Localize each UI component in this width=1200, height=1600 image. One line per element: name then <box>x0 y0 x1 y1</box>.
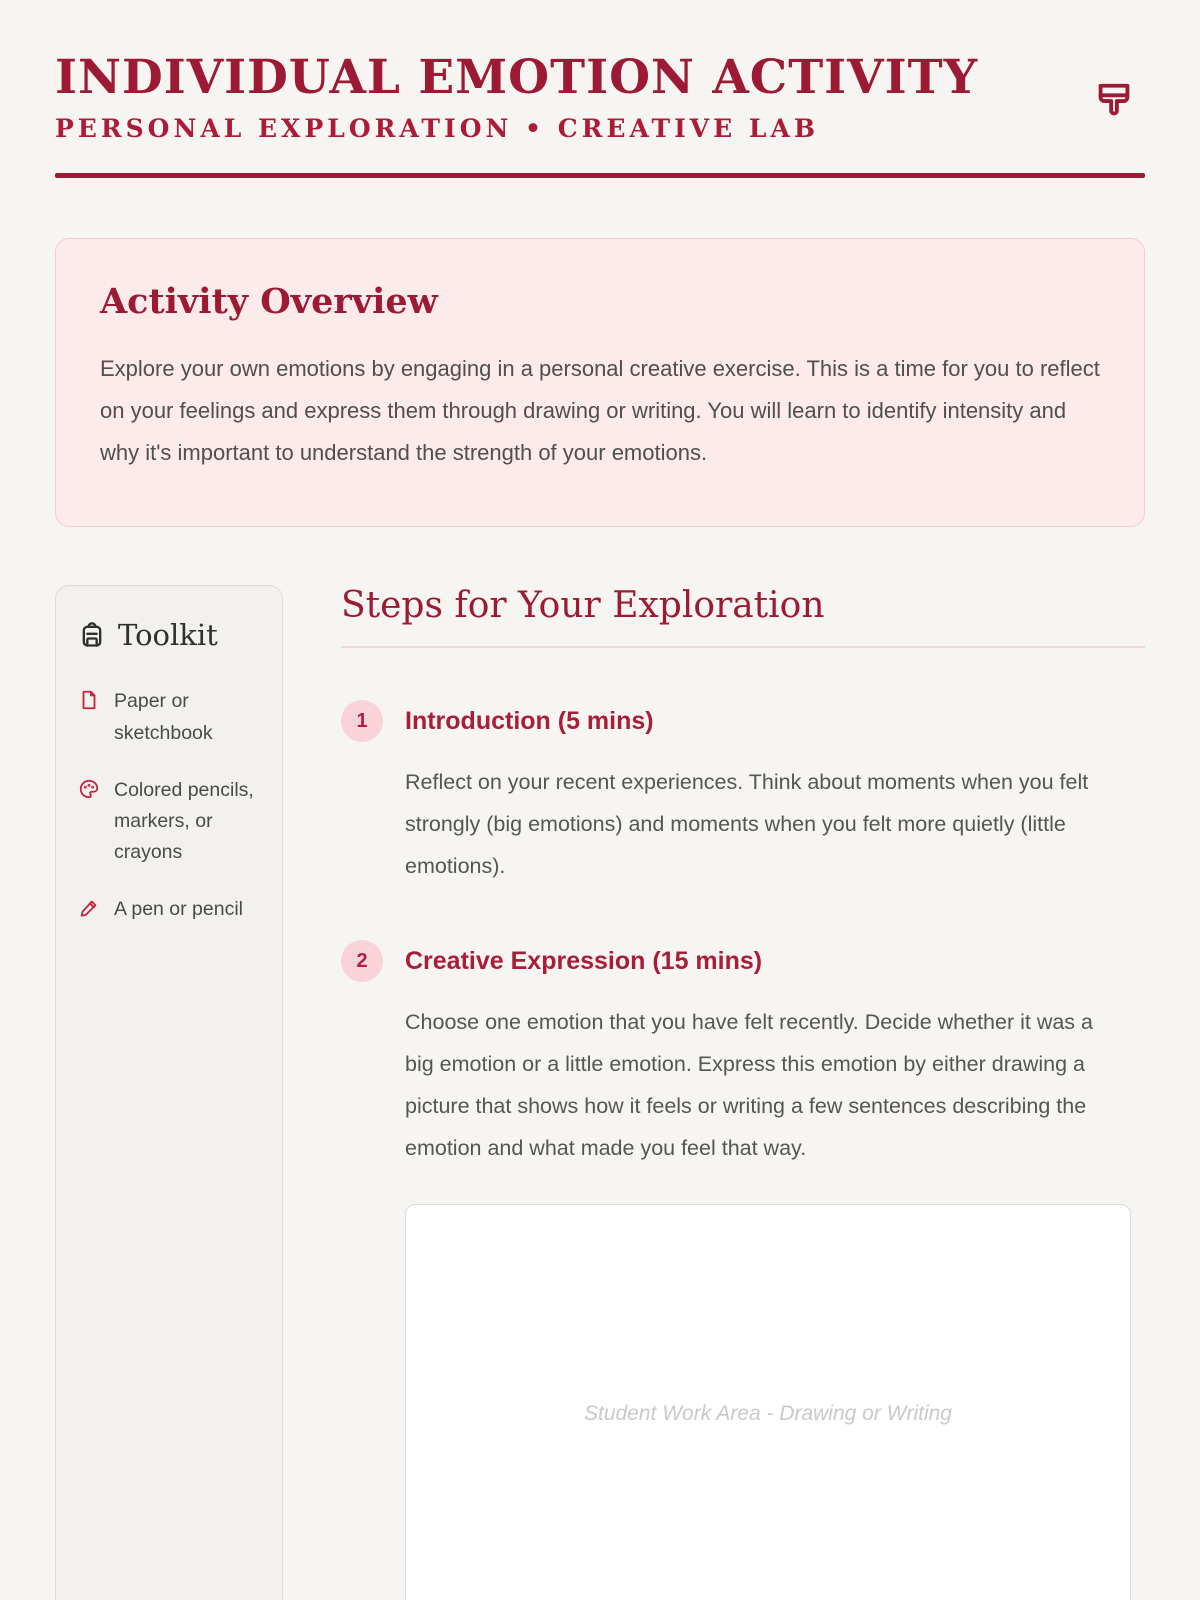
toolkit-panel <box>55 585 283 1600</box>
toolkit-item-pen <box>78 894 260 925</box>
step-header <box>341 940 1145 982</box>
toolkit-title: Toolkit <box>118 618 218 653</box>
paintbrush-icon <box>1091 80 1137 126</box>
header-divider <box>55 173 1145 178</box>
toolkit-item-colors <box>78 775 260 869</box>
step-number-badge: 1 <box>341 700 383 742</box>
palette-icon <box>78 778 100 800</box>
step-title: Creative Expression (15 mins) <box>405 946 763 975</box>
toolkit-item-label: Colored pencils, markers, or crayons <box>114 778 254 864</box>
step-creative-expression <box>341 940 1145 1600</box>
overview-body: Explore your own emotions by engaging in a personal creative exercise. This is a time for you to reflect on your feelings and express them through drawing or writing. You will learn to identify intensity and why it's important to understand the strength of your emotions. <box>100 355 1100 466</box>
pencil-icon <box>78 897 100 919</box>
step-body: Choose one emotion that you have felt recently. Decide whether it was a big emotion or a little emotion. Express this emotion by either drawing a picture that shows how it feels or writing a few sentences describing the emotion and what made you feel that way. <box>405 1010 1093 1160</box>
content-columns <box>55 585 1145 1600</box>
page-subtitle: PERSONAL EXPLORATION • CREATIVE LAB <box>55 113 820 143</box>
work-area-placeholder: Student Work Area - Drawing or Writing <box>583 1401 952 1425</box>
toolkit-item-label: Paper or sketchbook <box>114 690 213 744</box>
overview-title: Activity Overview <box>100 280 438 322</box>
step-body: Reflect on your recent experiences. Think about moments when you felt strongly (big emotions) and moments when you felt more quietly (little emotions). <box>405 770 1089 879</box>
steps-title: Steps for Your Exploration <box>341 585 1145 648</box>
toolkit-item-label: A pen or pencil <box>114 898 244 921</box>
step-header <box>341 700 1145 742</box>
backpack-icon <box>78 621 106 649</box>
paper-icon <box>78 689 100 711</box>
step-number-badge: 2 <box>341 940 383 982</box>
steps-section <box>341 585 1145 1600</box>
toolkit-item-paper <box>78 686 260 748</box>
header <box>55 52 1145 178</box>
student-work-area[interactable] <box>405 1204 1131 1600</box>
toolkit-header <box>78 618 260 652</box>
step-title: Introduction (5 mins) <box>405 706 654 735</box>
step-introduction <box>341 700 1145 888</box>
activity-overview-panel <box>55 238 1145 528</box>
page-title: INDIVIDUAL EMOTION ACTIVITY <box>55 50 979 105</box>
